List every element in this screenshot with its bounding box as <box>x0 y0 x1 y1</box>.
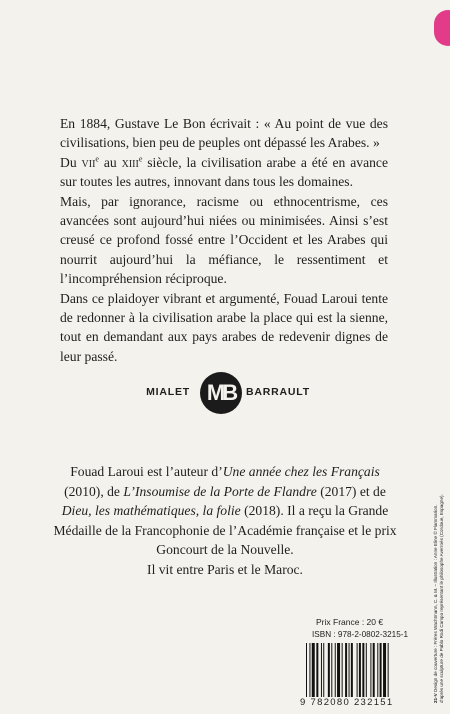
publisher-name-right: BARRAULT <box>246 386 310 398</box>
blurb-paragraph-1: En 1884, Gustave Le Bon écrivait : « Au point de vue des civilisations, bien peu de peuples ont dépassé les Arabes. » <box>60 116 388 151</box>
bio-book-2: L’Insoumise de la Porte de Flandre <box>123 483 317 499</box>
barcode-bar <box>383 643 386 697</box>
credits-line-2: d’après une sculpture de Pablo Rodi Campo représentant le philosophe Averroès (Cordoue, Espagne). <box>439 494 444 703</box>
pink-corner-tab <box>434 10 450 46</box>
author-bio <box>50 462 400 580</box>
barcode-bar <box>309 643 310 697</box>
author-bio-paragraph <box>50 462 400 560</box>
barcode-bar <box>321 643 322 697</box>
barcode-bar <box>316 643 318 697</box>
century-start: vii <box>81 154 96 170</box>
barcode-bar <box>370 643 371 697</box>
barcode-bar <box>342 643 343 697</box>
price-label: Prix France : 20 € <box>316 617 384 627</box>
barcode <box>304 643 424 697</box>
isbn-label: ISBN : 978-2-0802-3215-1 <box>312 630 409 639</box>
bio-text-2: (2010), de <box>64 483 124 499</box>
barcode-bar <box>331 643 332 697</box>
century-start-sup: e <box>95 154 99 164</box>
cover-credits <box>433 453 445 703</box>
credits-text-1: Design de couverture : Frères Wachtmann, C. & M. – Illustration : Anne Eline © Flammarion. <box>433 504 438 692</box>
barcode-bar <box>337 643 340 697</box>
bio-book-3: Dieu, les mathématiques, la folie <box>61 503 241 519</box>
barcode-bar <box>306 643 307 697</box>
bio-last-line: Il vit entre Paris et le Maroc. <box>147 561 303 577</box>
blurb-paragraph-3: Mais, par ignorance, racisme ou ethnocentrisme, ces avancées sont aujourd’hui niées ou minimisées. Ainsi s’est creusé ce profond fossé entre l’Occident et les Arabes qui nourrit aujourd’hui la méfiance, le ressentiment et l’incompréhension réciproque. <box>60 193 388 287</box>
bio-text-3: (2017) et de <box>316 483 386 499</box>
publisher-name-left: MIALET <box>146 386 190 398</box>
barcode-bar <box>366 643 367 697</box>
barcode-bar <box>323 643 324 697</box>
barcode-bar <box>377 643 378 697</box>
barcode-bar <box>357 643 358 697</box>
barcode-bar <box>349 643 350 697</box>
publisher-monogram: MB <box>200 372 242 414</box>
back-cover-blurb <box>60 114 388 366</box>
barcode-bar <box>351 643 353 697</box>
blurb-paragraph-4: Dans ce plaidoyer vibrant et argumenté, Fouad Laroui tente de redonner à la civilisation arabe la place qui est la sienne, tout en demandant aux pays arabes de redevenir dignes de leur passé. <box>60 290 388 364</box>
bio-text-1: Fouad Laroui est l’auteur d’ <box>70 464 223 479</box>
bio-text-4: (2018). Il a reçu la Grande Médaille de la Francophonie de l’Académie française et le prix Goncourt de la Nouvelle. <box>53 503 397 558</box>
barcode-bar <box>359 643 361 697</box>
barcode-bar <box>362 643 364 697</box>
century-end: xiii <box>121 154 139 170</box>
century-end-sup: e <box>138 154 143 164</box>
barcode-bar <box>312 643 315 697</box>
barcode-number: 9 782080 232151 <box>300 697 394 708</box>
blurb-p2-from: Du <box>60 154 82 170</box>
blurb-p2-rest: siècle, la civilisation arabe a été en avance sur toutes les autres, innovant dans tous les domaines. <box>60 154 388 190</box>
barcode-bar <box>388 643 389 697</box>
barcode-bar <box>335 643 336 697</box>
barcode-bar <box>380 643 382 697</box>
blurb-p2-to: au <box>98 154 122 170</box>
blurb-paragraph-2 <box>60 153 388 192</box>
credits-code: 21-V <box>433 693 438 703</box>
barcode-bar <box>373 643 375 697</box>
barcode-bar <box>328 643 330 697</box>
bio-book-1: Une année chez les Français <box>222 464 380 479</box>
barcode-bar <box>345 643 347 697</box>
publisher-logo <box>0 372 450 416</box>
